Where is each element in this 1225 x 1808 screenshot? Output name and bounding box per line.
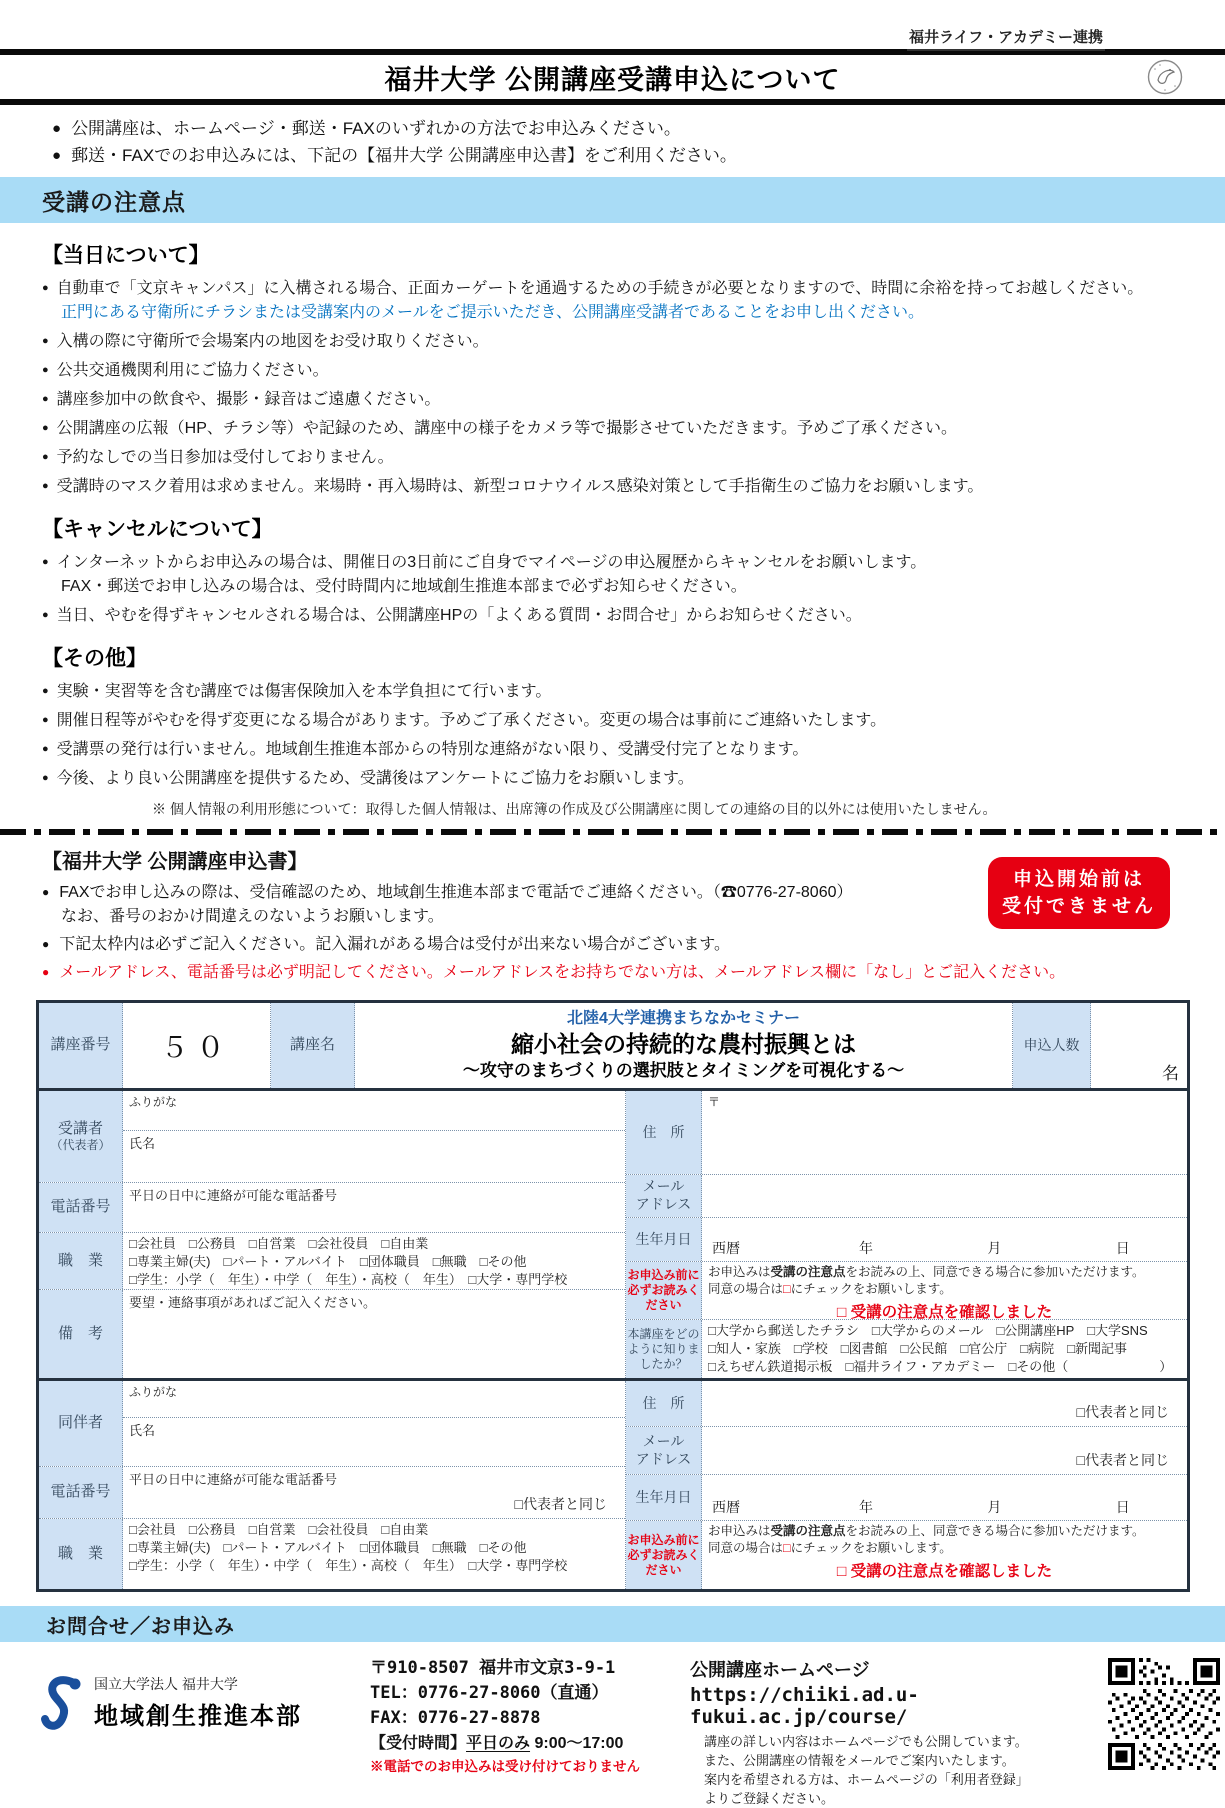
contact-section-title: お問合せ／お申込み [46,1615,235,1638]
homepage-block [690,1656,1090,1808]
note-item: ● 実験・実習等を含む講座では傷害保険加入を本学負担にて行います。 [42,683,552,700]
cancel-section-title: 【キャンセルについて】 [42,518,273,541]
name-hint: 氏名 [129,1136,156,1152]
readme-label: お申込み前に 必ずお読みく ださい [626,1262,702,1319]
org-name-large: 地域創生推進本部 [94,1703,302,1730]
application-form-table [36,1000,1190,1592]
note-item: ● 入構の際に守衛所で会場案内の地図をお受け取りください。 [42,333,489,350]
course-name-label: 講座名 [271,1003,355,1088]
applicant-address-field [702,1091,1187,1174]
job-label: 職 業 [39,1233,123,1289]
intro-bullets [0,105,1225,177]
notice-body [0,223,1225,819]
contact-section-header [0,1606,1225,1642]
companion-phone-field: 平日の日中に連絡が可能な電話番号 □代表者と同じ [129,1472,607,1512]
footer [40,1656,1225,1808]
furigana-hint: ふりがな [123,1091,625,1131]
companion-job-options: □会社員 □公務員 □自営業 □会社役員 □自由業 □専業主婦(夫) □パート・アルバイト □団体職員 □無職 □その他 □学生：小学（ 年生）・中学（ 年生）・高校（ 年生） □大学・専門学校 [129,1522,568,1573]
qr-code [1108,1656,1220,1808]
survey-options: □大学から郵送したチラシ □大学からのメール □公開講座HP □大学SNS □知人・家族 □学校 □図書館 □公民館 □官公庁 □病院 □新聞記事 □えちぜん鉄道掲示板 □福井ライフ・アカデミー □その他（ ） [708,1323,1173,1375]
notice-section-header [0,177,1225,223]
row-applicant-agreement [626,1262,1187,1320]
bullet-icon: ● [52,147,62,164]
companion-birth-field [702,1475,1187,1520]
note-item: ● 当日、やむを得ずキャンセルされる場合は、公開講座HPの「よくある質問・お問合せ」からお知らせください。 [42,607,862,624]
contact-address-block [370,1656,690,1808]
row-applicant-birth [626,1218,1187,1262]
applicant-job-options: □会社員 □公務員 □自営業 □会社役員 □自由業 □専業主婦(夫) □パート・アルバイト □団体職員 □無職 □その他 □学生：小学（ 年生）・中学（ 年生）・高校（ 年生） □大学・専門学校 [129,1236,568,1287]
applicant-phone-field: 平日の日中に連絡が可能な電話番号 [129,1188,338,1203]
companion-label: 同伴者 [39,1381,123,1466]
bullet-icon: ● [42,685,49,697]
same-as-rep-checkbox: □代表者と同じ [1076,1404,1169,1420]
other-section-title: 【その他】 [42,647,147,670]
remarks-label: 備 考 [39,1290,123,1378]
intro-bullet: ● 郵送・FAXでのお申込みには、下記の【福井大学 公開講座申込書】をご利用ください。 [52,142,1225,169]
title-bar [0,55,1225,99]
companion-email-field [702,1427,1187,1474]
page-title: 福井大学 公開講座受講申込について [384,64,841,95]
row-applicant-email [626,1175,1187,1219]
note-subline: FAX・郵送でお申し込みの場合は、受付時間内に地域創生推進本部まで必ずお知らせください。 [61,578,747,595]
course-series: 北陸4大学連携まちなかセミナー [567,1010,800,1028]
row-companion-email [626,1427,1187,1475]
note-subline-blue: 正門にある守衛所にチラシまたは受講案内のメールをご提示いただき、公開講座受講者であることをお申し出ください。 [61,304,925,321]
note-item: ● 受講票の発行は行いません。地域創生推進本部からの特別な連絡がない限り、受講受付完了となります。 [42,741,809,758]
university-logo-icon [40,1674,84,1732]
application-form-title: 【福井大学 公開講座申込書】 [42,851,308,873]
email-label: メール アドレス [626,1175,702,1218]
agreement-checkbox: □ 受講の注意点を確認しました [836,1304,1053,1322]
row-applicant-job [39,1233,625,1290]
checkbox-icon: □ [783,1541,791,1555]
note-item: ● 講座参加中の飲食や、撮影・録音はご遠慮ください。 [42,391,441,408]
bullet-icon: ● [42,714,49,726]
app-bullet: ● 下記太枠内は必ずご記入ください。記入漏れがある場合は受付が出来ない場合がございます。 [42,932,1195,957]
form-header-row [39,1003,1187,1091]
note-item: ● 受講時のマスク着用は求めません。来場時・再入場時は、新型コロナウイルス感染対策として手指衛生のご協力をお願いします。 [42,478,984,495]
bullet-icon: ● [42,885,50,899]
bullet-icon: ● [42,556,49,568]
homepage-note: 講座の詳しい内容はホームページでも公開しています。 また、公開講座の情報をメールでご案内いたします。 案内を希望される方は、ホームページの「利用者登録」 よりご登録ください。 [704,1734,1029,1806]
course-title-cell [355,1003,1013,1088]
tel-number: TEL：0776-27-8060（直通） [370,1683,609,1703]
row-companion-birth [626,1475,1187,1521]
applicant-remarks-field: 要望・連絡事項があればご記入ください。 [129,1295,377,1310]
applicant-section [39,1091,1187,1381]
course-subtitle: ～攻守のまちづくりの選択肢とタイミングを可視化する～ [462,1060,905,1080]
companion-address-field [702,1381,1187,1426]
checkbox-icon: □ [783,1282,791,1297]
application-section [0,841,1225,994]
note-item: ● 公開講座の広報（HP、チラシ等）や記録のため、講座中の様子をカメラ等で撮影させていただきます。予めご了承ください。 [42,420,957,437]
applicant-name-field [123,1091,625,1182]
bullet-icon: ● [42,364,49,376]
privacy-note: ※ 個人情報の利用形態について：取得した個人情報は、出席簿の作成及び公開講座に関しての連絡の目的以外には使用いたしません。 [152,801,997,817]
row-companion-agreement [626,1521,1187,1589]
row-applicant-phone [39,1183,625,1233]
bullet-icon: ● [42,609,49,621]
name-hint: 氏名 [129,1423,156,1439]
companion-name-field [123,1381,625,1466]
bullet-icon: ● [42,965,50,979]
applicant-count-label: 申込人数 [1013,1003,1091,1088]
not-open-badge: 申込開始前は 受付できません [988,857,1170,929]
org-name-small: 国立大学法人 福井大学 [94,1676,238,1692]
day-section-title: 【当日について】 [42,244,210,267]
office-hours: 【受付時間】平日のみ 9:00～17:00 [370,1735,624,1752]
email-label: メール アドレス [626,1427,702,1474]
phone-label: 電話番号 [39,1183,123,1232]
applicant-count-cell [1091,1003,1187,1088]
readme-label: お申込み前に 必ずお読みく ださい [626,1521,702,1589]
address-label: 住 所 [626,1381,702,1426]
agreement-checkbox: □ 受講の注意点を確認しました [836,1563,1053,1580]
companion-section [39,1381,1187,1589]
fax-number: FAX：0776-27-8878 [370,1708,541,1728]
intro-bullet: ● 公開講座は、ホームページ・郵送・FAXのいずれかの方法でお申込みください。 [52,115,1225,142]
dash-dot-divider [0,829,1225,835]
note-item: ● 予約なしでの当日参加は受付しておりません。 [42,449,394,466]
course-title: 縮小社会の持続的な農村振興とは [511,1030,856,1057]
bullet-icon: ● [42,422,49,434]
app-bullet: ● FAXでお申し込みの際は、受信確認のため、地域創生推進本部まで電話でご連絡ください。（☎0776-27-8060） なお、番号のおかけ間違えのないようお願いします。 [42,880,1195,929]
postal-address: 〒910-8507 福井市文京3-9-1 [370,1658,616,1678]
note-item: ● 自動車で「文京キャンパス」に入構される場合、正面カーゲートを通過するための手続きが必要となりますので、時間に余裕を持ってお越しください。 正門にある守衛所にチラシまたは受講案内のメールをご提示いただき、公開講座受講者であることをお申し出ください。 [42,276,1195,325]
same-as-rep-checkbox: □代表者と同じ [514,1496,607,1512]
phone-label: 電話番号 [39,1467,123,1518]
applicant-label: 受講者 （代表者） [39,1091,123,1182]
bullet-icon: ● [42,451,49,463]
bullet-icon: ● [52,120,62,137]
birth-era-row: 西暦 年 月 日 [712,1499,1130,1515]
bullet-icon: ● [42,282,49,294]
birth-label: 生年月日 [626,1218,702,1261]
homepage-label: 公開講座ホームページ [690,1660,870,1680]
course-number-label: 講座番号 [39,1003,123,1088]
address-label: 住 所 [626,1091,702,1174]
row-companion-name [39,1381,625,1467]
applicant-email-field [702,1175,1187,1218]
note-item: ● 開催日程等がやむを得ず変更になる場合があります。予めご了承ください。変更の場合は事前にご連絡いたします。 [42,712,887,729]
applicant-agreement: お申込みは受講の注意点をお読みの上、同意できる場合に参加いただけます。 同意の場合は□にチェックをお願いします。 □ 受講の注意点を確認しました [702,1262,1187,1319]
homepage-url[interactable]: https://chiiki.ad.u-fukui.ac.jp/course/ [690,1684,919,1728]
bullet-icon: ● [42,335,49,347]
app-bullet-warning: ● メールアドレス、電話番号は必ず明記してください。メールアドレスをお持ちでない方は、メールアドレス欄に「なし」とご記入ください。 [42,960,1195,985]
furigana-hint: ふりがな [123,1381,625,1418]
bullet-icon: ● [42,393,49,405]
birth-label: 生年月日 [626,1475,702,1520]
row-applicant-remarks [39,1290,625,1378]
bullet-icon: ● [42,480,49,492]
note-item: ● 公共交通機関利用にご協力ください。 [42,362,329,379]
companion-agreement: お申込みは受講の注意点をお読みの上、同意できる場合に参加いただけます。 同意の場合は□にチェックをお願いします。 □ 受講の注意点を確認しました [702,1521,1187,1589]
university-seal-icon [1145,57,1185,102]
bullet-icon: ● [42,743,49,755]
app-bullet-subline: なお、番号のおかけ間違えのないようお願いします。 [61,908,444,925]
bullet-icon: ● [42,772,49,784]
count-unit: 名 [1162,1064,1179,1083]
affiliation-row [0,0,1225,49]
course-number-value: ５０ [123,1003,271,1088]
row-companion-phone [39,1467,625,1519]
phone-warning: ※電話でのお申込みは受け付けておりません [370,1759,640,1774]
job-label: 職 業 [39,1519,123,1589]
applicant-birth-field [702,1218,1187,1261]
row-companion-address [626,1381,1187,1427]
birth-era-row: 西暦 年 月 日 [712,1240,1130,1257]
postal-mark: 〒 [708,1095,721,1109]
bullet-icon: ● [42,937,50,951]
note-item: ● 今後、より良い公開講座を提供するため、受講後はアンケートにご協力をお願いします。 [42,770,694,787]
row-applicant-name [39,1091,625,1183]
row-companion-job [39,1519,625,1589]
notice-section-title: 受講の注意点 [42,188,186,215]
affiliation-label: 福井ライフ・アカデミー連携 [907,29,1105,51]
university-logo-block [40,1656,370,1808]
note-item: ● インターネットからお申込みの場合は、開催日の3日前にご自身でマイページの申込履歴からキャンセルをお願いします。 FAX・郵送でお申し込みの場合は、受付時間内に地域創生推進本部まで必ずお知らせください。 [42,550,1195,599]
row-applicant-survey [626,1320,1187,1378]
survey-label: 本講座をどの ように知りま したか？ [626,1320,702,1378]
row-applicant-address [626,1091,1187,1175]
same-as-rep-checkbox: □代表者と同じ [1076,1452,1169,1468]
